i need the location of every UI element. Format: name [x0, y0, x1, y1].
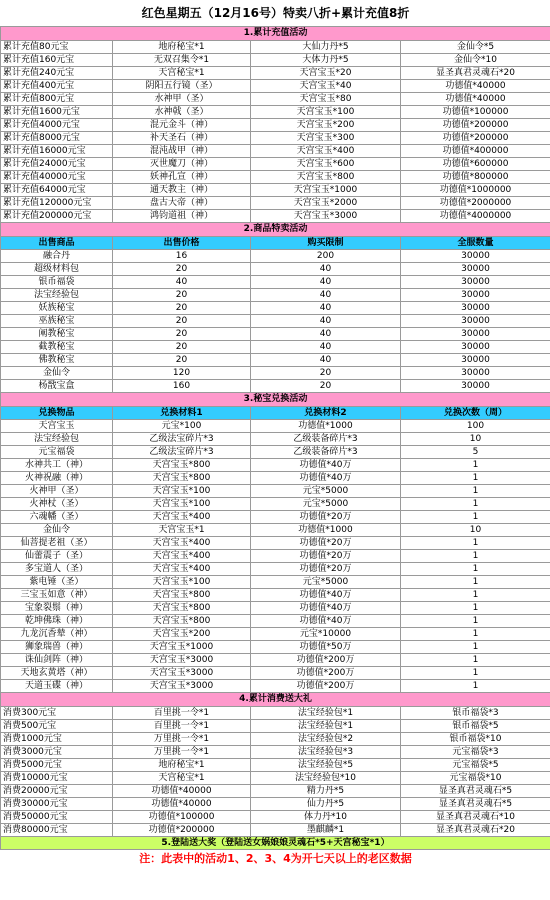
table-cell: 天宫宝玉*400: [251, 145, 401, 158]
table-cell: 大仙力丹*5: [251, 41, 401, 54]
table-cell: 30000: [401, 263, 550, 276]
table-cell: 40: [251, 328, 401, 341]
exchange-row: [1, 537, 550, 550]
exchange-row: [1, 628, 550, 641]
table-cell: 20: [113, 289, 251, 302]
exchange-row: [1, 654, 550, 667]
exchange-row: [1, 524, 550, 537]
sale-row: [1, 341, 550, 354]
table-cell: 消费5000元宝: [1, 759, 113, 772]
table-cell: 水神共工（神）: [1, 459, 113, 472]
exchange-row: [1, 615, 550, 628]
table-cell: 累计充值16000元宝: [1, 145, 113, 158]
table-cell: 混元金斗（神）: [113, 119, 251, 132]
sale-row: [1, 315, 550, 328]
table-cell: 火神甲（圣）: [1, 485, 113, 498]
table-cell: 天地玄黄塔（神）: [1, 667, 113, 680]
table-cell: 天宫宝玉*800: [113, 615, 251, 628]
exchange-row: [1, 459, 550, 472]
table-cell: 补天圣石（神）: [113, 132, 251, 145]
table-cell: 紫电锤（圣）: [1, 576, 113, 589]
table-cell: 元宝福袋*3: [401, 746, 550, 759]
exchange-row: [1, 433, 550, 446]
table-cell: 地府秘宝*1: [113, 759, 251, 772]
consume-row: [1, 707, 550, 720]
table-cell: 天宫宝玉*1: [113, 524, 251, 537]
table-cell: 天宫宝玉*3000: [113, 680, 251, 693]
table-cell: 天宫宝玉*2000: [251, 197, 401, 210]
exchange-row: [1, 511, 550, 524]
table-cell: 1: [401, 511, 550, 524]
table-cell: 消费500元宝: [1, 720, 113, 733]
table-cell: 30000: [401, 250, 550, 263]
table-cell: 30000: [401, 341, 550, 354]
table-cell: 1: [401, 563, 550, 576]
table-cell: 显圣真君灵魂石*20: [401, 67, 550, 80]
table-cell: 消费1000元宝: [1, 733, 113, 746]
table-cell: 40: [251, 276, 401, 289]
table-cell: 100: [401, 420, 550, 433]
table-cell: 阴阳五行镜（圣）: [113, 80, 251, 93]
table-cell: 功德值*20万: [251, 550, 401, 563]
table-cell: 银币福袋*10: [401, 733, 550, 746]
table-cell: 天宫宝玉*600: [251, 158, 401, 171]
recharge-row: [1, 197, 550, 210]
table-cell: 天宫宝玉*800: [113, 459, 251, 472]
table-cell: 融合丹: [1, 250, 113, 263]
table-cell: 天宫宝玉: [1, 420, 113, 433]
consume-row: [1, 746, 550, 759]
table-cell: 诛仙剑阵（神）: [1, 654, 113, 667]
table-cell: 天宫宝玉*200: [113, 628, 251, 641]
table-cell: 功德值*600000: [401, 158, 550, 171]
table-cell: 乙级装备碎片*3: [251, 433, 401, 446]
table-cell: 法宝经验包*1: [251, 707, 401, 720]
exchange-row: [1, 602, 550, 615]
table-cell: 天宫宝玉*400: [113, 563, 251, 576]
table-cell: 40: [251, 263, 401, 276]
column-header: 购买限制: [251, 237, 401, 250]
table-cell: 累计充值120000元宝: [1, 197, 113, 210]
table-cell: 消费3000元宝: [1, 746, 113, 759]
table-cell: 妖神孔宣（神）: [113, 171, 251, 184]
section-heading-sale: 2.商品特卖活动: [1, 223, 550, 237]
table-cell: 大体力丹*5: [251, 54, 401, 67]
section-heading-consume: 4.累计消费送大礼: [1, 693, 550, 707]
table-cell: 累计充值240元宝: [1, 67, 113, 80]
table-cell: 1: [401, 628, 550, 641]
table-cell: 功德值*200万: [251, 654, 401, 667]
column-header: 兑换材料2: [251, 407, 401, 420]
table-cell: 元宝福袋*5: [401, 759, 550, 772]
table-cell: 20: [113, 315, 251, 328]
table-cell: 累计充值4000元宝: [1, 119, 113, 132]
table-cell: 杨戬宝盒: [1, 380, 113, 393]
table-cell: 20: [251, 380, 401, 393]
table-cell: 功德值*40万: [251, 459, 401, 472]
table-cell: 元宝*5000: [251, 498, 401, 511]
table-cell: 水神戟（圣）: [113, 106, 251, 119]
table-cell: 30000: [401, 328, 550, 341]
table-cell: 六魂幡（圣）: [1, 511, 113, 524]
table-cell: 天道玉碟（神）: [1, 680, 113, 693]
table-cell: 天宫宝玉*100: [113, 498, 251, 511]
table-cell: 功德值*2000000: [401, 197, 550, 210]
table-cell: 墨麒麟*1: [251, 824, 401, 837]
sale-row: [1, 302, 550, 315]
table-cell: 功德值*800000: [401, 171, 550, 184]
table-cell: 法宝经验包*10: [251, 772, 401, 785]
table-cell: 天宫宝玉*800: [113, 589, 251, 602]
table-cell: 显圣真君灵魂石*5: [401, 785, 550, 798]
recharge-row: [1, 158, 550, 171]
table-cell: 累计充值64000元宝: [1, 184, 113, 197]
table-cell: 仙蕾震子（圣）: [1, 550, 113, 563]
table-cell: 20: [113, 263, 251, 276]
table-cell: 法宝经验包*5: [251, 759, 401, 772]
table-cell: 银币福袋*5: [401, 720, 550, 733]
table-cell: 1: [401, 498, 550, 511]
table-cell: 天宫宝玉*100: [113, 485, 251, 498]
table-cell: 乙级法宝碎片*3: [113, 446, 251, 459]
table-cell: 累计充值40000元宝: [1, 171, 113, 184]
recharge-row: [1, 184, 550, 197]
sale-header-row: [1, 237, 550, 250]
table-cell: 天宫宝玉*20: [251, 67, 401, 80]
table-cell: 元宝*5000: [251, 576, 401, 589]
table-cell: 功德值*4000000: [401, 210, 550, 223]
exchange-row: [1, 498, 550, 511]
recharge-row: [1, 67, 550, 80]
recharge-row: [1, 41, 550, 54]
table-cell: 仙菩提老祖（圣）: [1, 537, 113, 550]
column-header: 兑换物品: [1, 407, 113, 420]
column-header: 出售商品: [1, 237, 113, 250]
table-cell: 1: [401, 667, 550, 680]
table-cell: 10: [401, 433, 550, 446]
table-cell: 火神祝融（神）: [1, 472, 113, 485]
section-heading-login: 5.登陆送大奖（登陆送女娲娘娘灵魂石*5+天宫秘宝*1）: [1, 837, 550, 850]
table-cell: 20: [113, 302, 251, 315]
table-cell: 天宫宝玉*400: [113, 537, 251, 550]
table-cell: 20: [113, 341, 251, 354]
consume-row: [1, 798, 550, 811]
table-cell: 功德值*200万: [251, 667, 401, 680]
table-cell: 百里挑一令*1: [113, 720, 251, 733]
table-cell: 佛教秘宝: [1, 354, 113, 367]
table-cell: 1: [401, 459, 550, 472]
table-cell: 银币福袋*3: [401, 707, 550, 720]
table-cell: 超级材料包: [1, 263, 113, 276]
recharge-row: [1, 171, 550, 184]
exchange-row: [1, 680, 550, 693]
column-header: 兑换次数（周）: [401, 407, 550, 420]
recharge-row: [1, 80, 550, 93]
footnote: 注：此表中的活动1、2、3、4为开七天以上的老区数据: [139, 852, 412, 865]
table-cell: 元宝福袋*10: [401, 772, 550, 785]
table-cell: 天宫宝玉*80: [251, 93, 401, 106]
table-cell: 160: [113, 380, 251, 393]
table-cell: 天宫宝玉*300: [251, 132, 401, 145]
table-cell: 功德值*40000: [113, 798, 251, 811]
table-cell: 累计充值800元宝: [1, 93, 113, 106]
table-cell: 累计充值24000元宝: [1, 158, 113, 171]
table-cell: 精力丹*5: [251, 785, 401, 798]
table-cell: 混沌战甲（神）: [113, 145, 251, 158]
exchange-row: [1, 576, 550, 589]
table-cell: 5: [401, 446, 550, 459]
table-cell: 宝象裂鬃（神）: [1, 602, 113, 615]
table-cell: 功德值*40万: [251, 602, 401, 615]
table-cell: 累计充值200000元宝: [1, 210, 113, 223]
column-header: 全服数量: [401, 237, 550, 250]
sale-row: [1, 354, 550, 367]
table-cell: 功德值*40万: [251, 589, 401, 602]
table-cell: 40: [251, 302, 401, 315]
table-cell: 1: [401, 589, 550, 602]
exchange-row: [1, 589, 550, 602]
table-cell: 消费50000元宝: [1, 811, 113, 824]
sale-row: [1, 289, 550, 302]
table-cell: 法宝经验包: [1, 433, 113, 446]
table-cell: 乙级法宝碎片*3: [113, 433, 251, 446]
table-cell: 1: [401, 550, 550, 563]
table-cell: 功德值*1000: [251, 524, 401, 537]
table-cell: 40: [251, 289, 401, 302]
table-cell: 阐教秘宝: [1, 328, 113, 341]
section-heading-exchange: 3.秘宝兑换活动: [1, 393, 550, 407]
table-cell: 10: [401, 524, 550, 537]
table-cell: 40: [113, 276, 251, 289]
exchange-header-row: [1, 407, 550, 420]
table-cell: 天宫宝玉*200: [251, 119, 401, 132]
table-cell: 法宝经验包: [1, 289, 113, 302]
table-cell: 30000: [401, 354, 550, 367]
table-cell: 功德值*200000: [401, 119, 550, 132]
table-cell: 多宝道人（圣）: [1, 563, 113, 576]
table-cell: 天宫宝玉*800: [113, 602, 251, 615]
table-cell: 1: [401, 472, 550, 485]
table-cell: 1: [401, 680, 550, 693]
table-cell: 累计充值400元宝: [1, 80, 113, 93]
column-header: 兑换材料1: [113, 407, 251, 420]
table-cell: 16: [113, 250, 251, 263]
table-cell: 百里挑一令*1: [113, 707, 251, 720]
consume-row: [1, 733, 550, 746]
table-cell: 30000: [401, 380, 550, 393]
table-cell: 1: [401, 485, 550, 498]
table-cell: 功德值*40万: [251, 615, 401, 628]
table-cell: 显圣真君灵魂石*5: [401, 798, 550, 811]
exchange-row: [1, 550, 550, 563]
table-cell: 通天教主（神）: [113, 184, 251, 197]
table-cell: 功德值*40000: [113, 785, 251, 798]
table-cell: 功德值*40000: [401, 80, 550, 93]
table-cell: 40: [251, 354, 401, 367]
table-cell: 天宫宝玉*100: [251, 106, 401, 119]
table-cell: 30000: [401, 315, 550, 328]
table-cell: 金仙令*10: [401, 54, 550, 67]
consume-row: [1, 720, 550, 733]
consume-row: [1, 759, 550, 772]
table-cell: 功德值*40万: [251, 472, 401, 485]
table-cell: 功德值*40000: [401, 93, 550, 106]
page-title: 红色星期五（12月16号）特卖八折+累计充值8折: [141, 6, 410, 20]
table-cell: 消费80000元宝: [1, 824, 113, 837]
table-cell: 消费20000元宝: [1, 785, 113, 798]
table-cell: 消费30000元宝: [1, 798, 113, 811]
table-cell: 天宫宝玉*1000: [113, 641, 251, 654]
exchange-row: [1, 563, 550, 576]
table-cell: 显圣真君灵魂石*20: [401, 824, 550, 837]
table-cell: 乾坤佛珠（神）: [1, 615, 113, 628]
table-cell: 功德值*20万: [251, 511, 401, 524]
recharge-row: [1, 54, 550, 67]
table-cell: 1: [401, 537, 550, 550]
column-header: 出售价格: [113, 237, 251, 250]
table-cell: 法宝经验包*1: [251, 720, 401, 733]
table-cell: 功德值*100000: [401, 106, 550, 119]
table-cell: 金仙令*5: [401, 41, 550, 54]
sale-row: [1, 276, 550, 289]
table-cell: 30000: [401, 302, 550, 315]
recharge-row: [1, 145, 550, 158]
table-cell: 巫族秘宝: [1, 315, 113, 328]
table-cell: 地府秘宝*1: [113, 41, 251, 54]
exchange-row: [1, 446, 550, 459]
table-cell: 1: [401, 615, 550, 628]
table-cell: 天宫宝玉*800: [251, 171, 401, 184]
table-cell: 功德值*1000000: [401, 184, 550, 197]
table-cell: 火神杖（圣）: [1, 498, 113, 511]
table-cell: 1: [401, 576, 550, 589]
table-cell: 九龙沉香辇（神）: [1, 628, 113, 641]
table-cell: 累计充值1600元宝: [1, 106, 113, 119]
table-cell: 1: [401, 602, 550, 615]
table-cell: 功德值*20万: [251, 537, 401, 550]
table-cell: 功德值*50万: [251, 641, 401, 654]
table-cell: 功德值*20万: [251, 563, 401, 576]
table-cell: 功德值*1000: [251, 420, 401, 433]
table-cell: 万里挑一令*1: [113, 746, 251, 759]
table-cell: 金仙令: [1, 524, 113, 537]
table-cell: 功德值*400000: [401, 145, 550, 158]
table-cell: 200: [251, 250, 401, 263]
table-cell: 功德值*200万: [251, 680, 401, 693]
table-cell: 天宫宝玉*3000: [113, 667, 251, 680]
sale-row: [1, 367, 550, 380]
table-cell: 天宫宝玉*40: [251, 80, 401, 93]
table-cell: 元宝*5000: [251, 485, 401, 498]
exchange-row: [1, 667, 550, 680]
table-cell: 天宫宝玉*400: [113, 511, 251, 524]
exchange-row: [1, 420, 550, 433]
table-cell: 乙级装备碎片*3: [251, 446, 401, 459]
table-cell: 功德值*200000: [401, 132, 550, 145]
table-cell: 20: [113, 328, 251, 341]
exchange-row: [1, 472, 550, 485]
table-cell: 金仙令: [1, 367, 113, 380]
table-cell: 无双召集令*1: [113, 54, 251, 67]
recharge-row: [1, 132, 550, 145]
table-cell: 30000: [401, 276, 550, 289]
table-cell: 20: [113, 354, 251, 367]
consume-row: [1, 824, 550, 837]
table-cell: 水神甲（圣）: [113, 93, 251, 106]
table-cell: 三宝玉如意（神）: [1, 589, 113, 602]
table-cell: 天宫秘宝*1: [113, 67, 251, 80]
table-cell: 40: [251, 315, 401, 328]
recharge-row: [1, 106, 550, 119]
exchange-row: [1, 485, 550, 498]
table-cell: 累计充值80元宝: [1, 41, 113, 54]
sale-row: [1, 263, 550, 276]
table-cell: 天宫秘宝*1: [113, 772, 251, 785]
table-cell: 120: [113, 367, 251, 380]
consume-row: [1, 785, 550, 798]
table-cell: 累计充值8000元宝: [1, 132, 113, 145]
consume-row: [1, 811, 550, 824]
section-heading-recharge: 1.累计充值活动: [1, 27, 550, 41]
table-cell: 天宫宝玉*3000: [251, 210, 401, 223]
table-cell: 累计充值160元宝: [1, 54, 113, 67]
table-cell: 30000: [401, 367, 550, 380]
recharge-row: [1, 210, 550, 223]
table-cell: 狮象瑞兽（神）: [1, 641, 113, 654]
table-cell: 元宝*10000: [251, 628, 401, 641]
table-cell: 元宝福袋: [1, 446, 113, 459]
table-cell: 元宝*100: [113, 420, 251, 433]
table-cell: 天宫宝玉*3000: [113, 654, 251, 667]
recharge-row: [1, 93, 550, 106]
table-cell: 灭世魔刀（神）: [113, 158, 251, 171]
table-cell: 法宝经验包*2: [251, 733, 401, 746]
table-cell: 天宫宝玉*400: [113, 550, 251, 563]
table-cell: 30000: [401, 289, 550, 302]
sale-row: [1, 380, 550, 393]
table-cell: 显圣真君灵魂石*10: [401, 811, 550, 824]
table-cell: 消费10000元宝: [1, 772, 113, 785]
table-cell: 天宫宝玉*800: [113, 472, 251, 485]
table-cell: 功德值*200000: [113, 824, 251, 837]
consume-row: [1, 772, 550, 785]
table-cell: 体力丹*10: [251, 811, 401, 824]
table-cell: 仙力丹*5: [251, 798, 401, 811]
table-cell: 1: [401, 654, 550, 667]
table-cell: 万里挑一令*1: [113, 733, 251, 746]
table-cell: 银币福袋: [1, 276, 113, 289]
table-cell: 鸿钧道祖（神）: [113, 210, 251, 223]
recharge-row: [1, 119, 550, 132]
table-cell: 消费300元宝: [1, 707, 113, 720]
table-cell: 20: [251, 367, 401, 380]
table-cell: 40: [251, 341, 401, 354]
exchange-row: [1, 641, 550, 654]
table-cell: 功德值*100000: [113, 811, 251, 824]
table-cell: 天宫宝玉*100: [113, 576, 251, 589]
table-cell: 盘古大帝（神）: [113, 197, 251, 210]
sale-row: [1, 250, 550, 263]
sale-row: [1, 328, 550, 341]
table-cell: 天宫宝玉*1000: [251, 184, 401, 197]
table-cell: 截教秘宝: [1, 341, 113, 354]
table-cell: 妖族秘宝: [1, 302, 113, 315]
table-cell: 1: [401, 641, 550, 654]
table-cell: 法宝经验包*3: [251, 746, 401, 759]
